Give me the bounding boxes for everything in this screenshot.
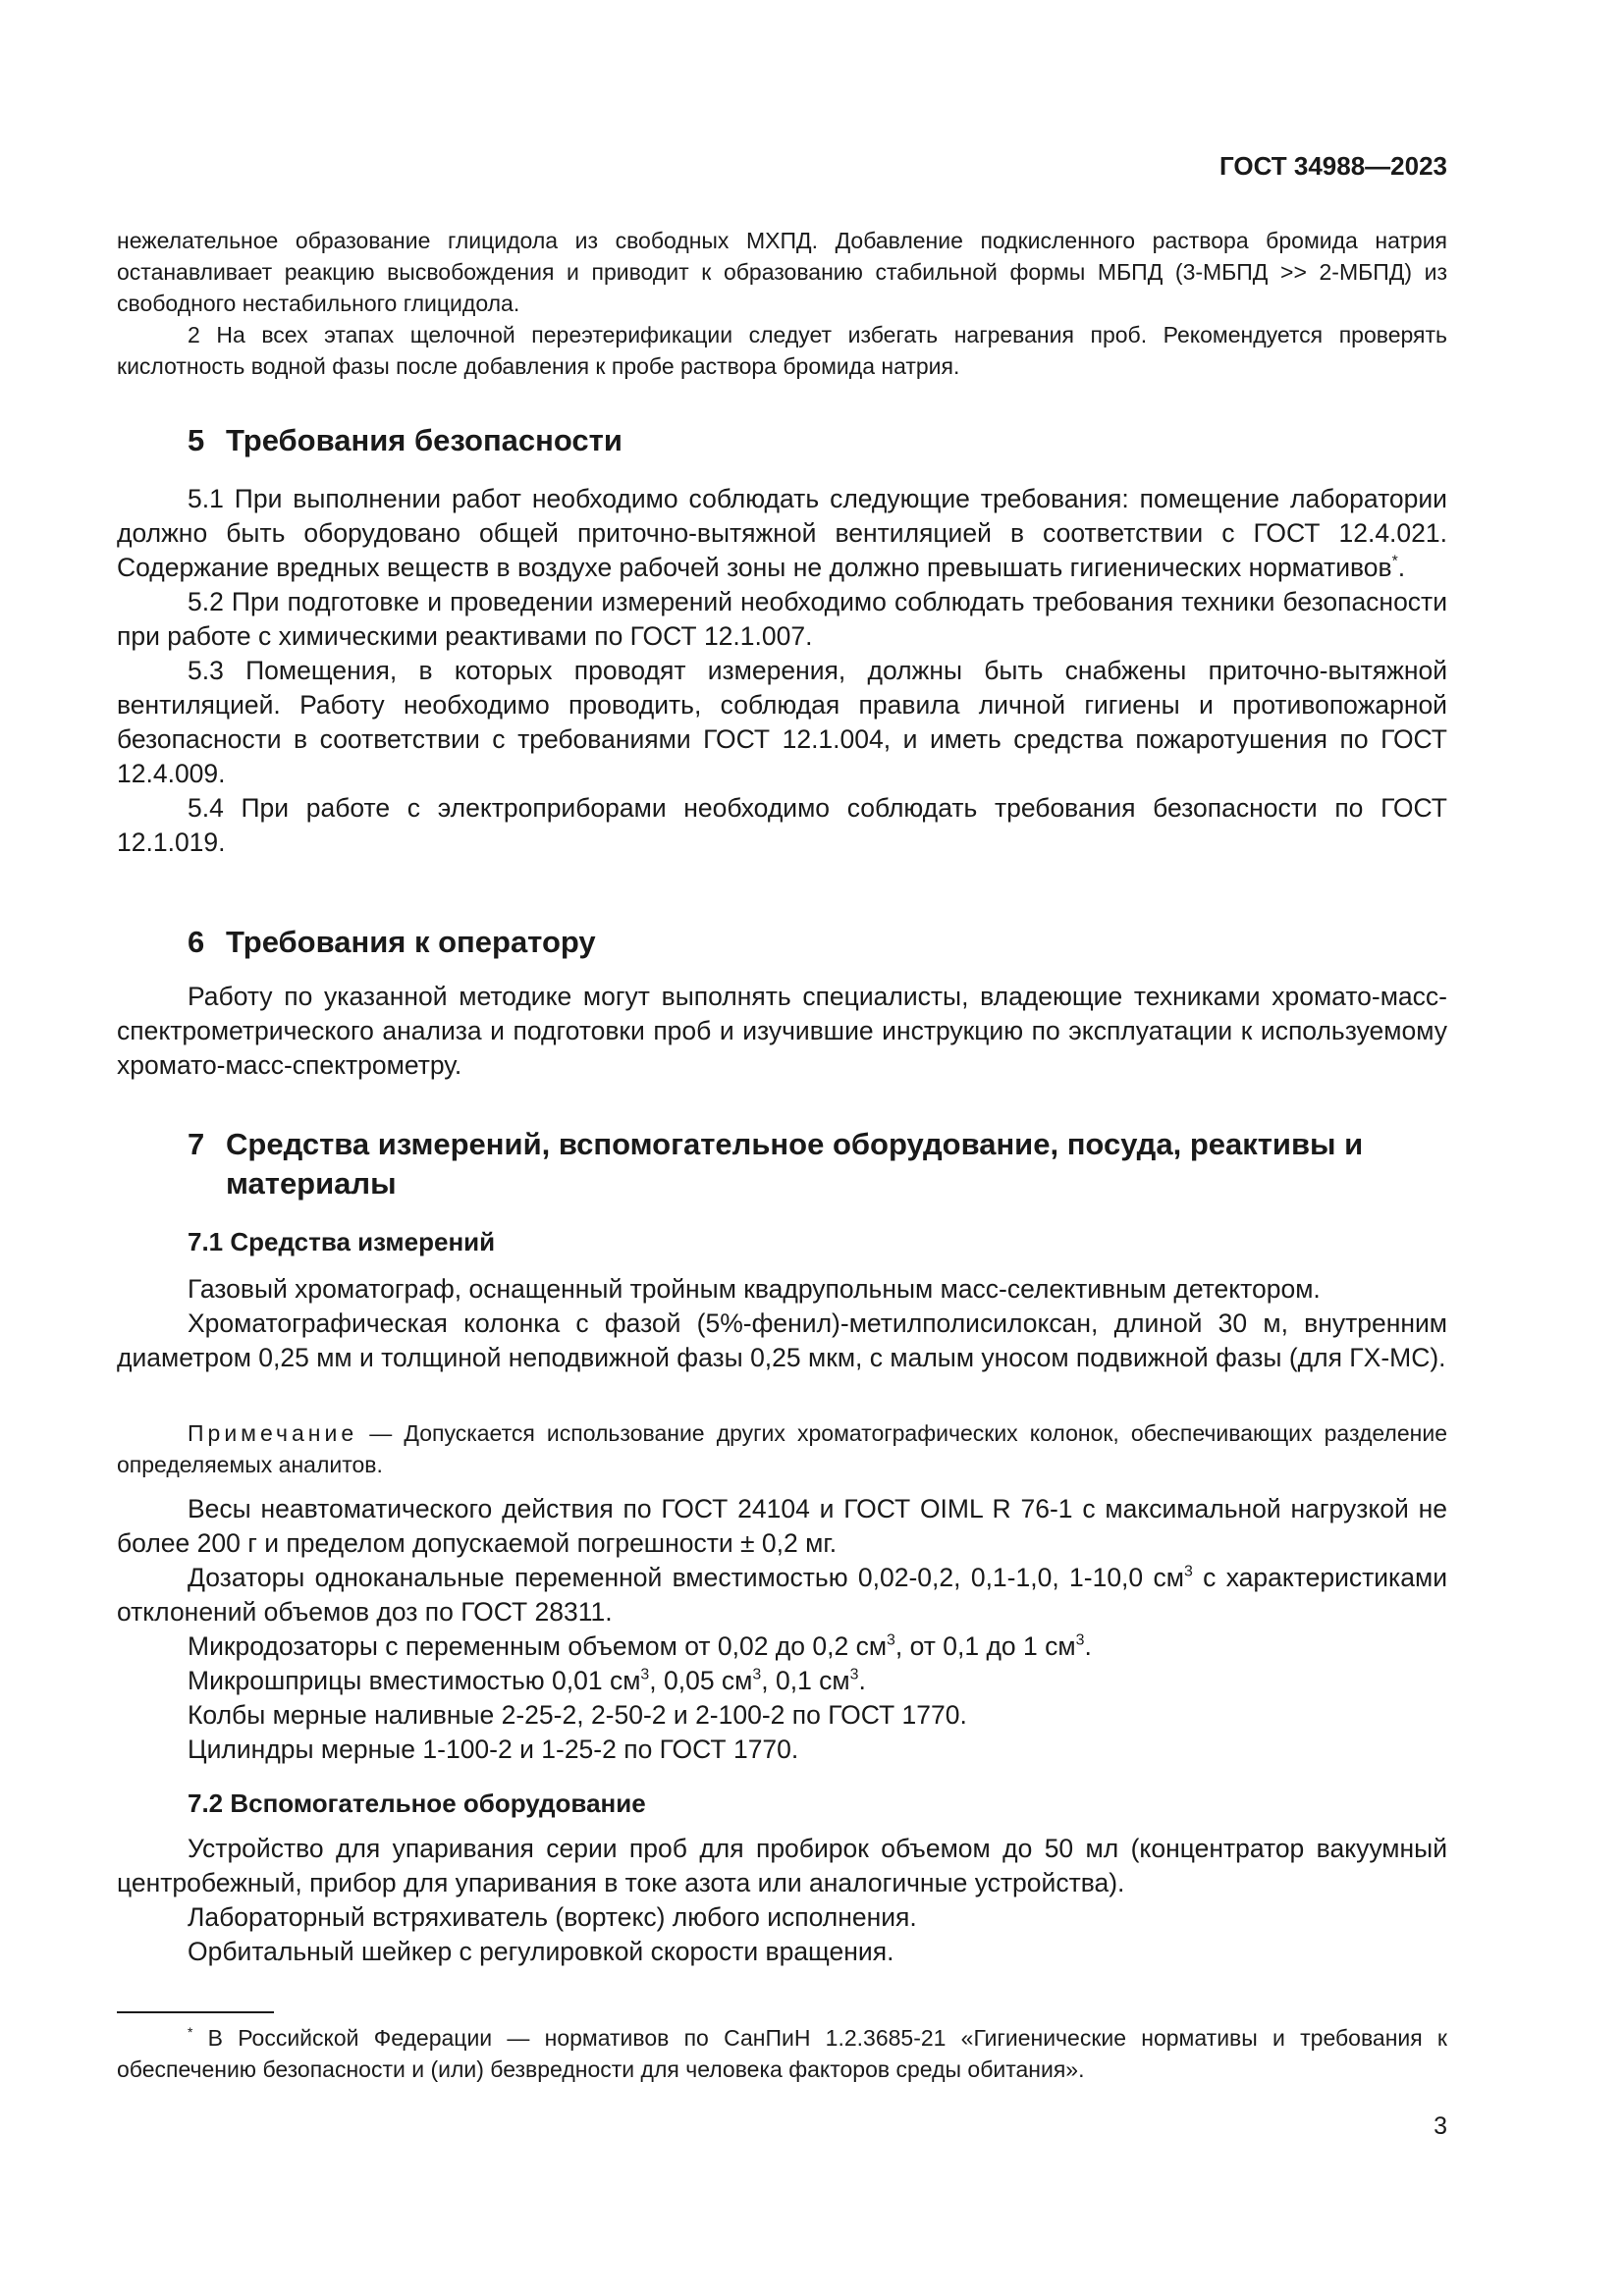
paragraph-shaker: Орбитальный шейкер с регулировкой скорости вращения. xyxy=(188,1937,894,1966)
section-7 xyxy=(117,1125,1447,1203)
paragraph-text: Дозаторы одноканальные переменной вместимостью 0,02-0,2, 0,1-1,0, 1-10,0 см xyxy=(188,1563,1184,1592)
paragraph-vortex: Лабораторный встряхиватель (вортекс) любого исполнения. xyxy=(188,1902,917,1932)
footnote-text xyxy=(117,2022,1447,2085)
page-number: 3 xyxy=(1434,2112,1447,2140)
note-label: Примечание xyxy=(188,1420,358,1446)
paragraph-5-2: 5.2 При подготовке и проведении измерений необходимо соблюдать требования техники безопасности при работе с химическими реактивами по ГОСТ 12.1.007. xyxy=(117,587,1447,651)
paragraph-scales: Весы неавтоматического действия по ГОСТ 24104 и ГОСТ OIML R 76-1 с максимальной нагрузкой не более 200 г и пределом допускаемой погрешности ± 0,2 мг. xyxy=(117,1494,1447,1558)
paragraph-text: Микрошприцы вместимостью 0,01 см xyxy=(188,1666,641,1695)
paragraph-end: . xyxy=(1397,553,1406,582)
section-6-heading xyxy=(117,923,1447,962)
note-paragraph xyxy=(117,1417,1447,1480)
paragraph-text: 5.1 При выполнении работ необходимо соблюдать следующие требования: помещение лаборатории должно быть оборудовано общей приточно-вытяжной вентиляцией в соответствии с ГОСТ 12.4.021. Содержание вредных веществ в воздухе рабочей зоны не должно превышать гигиенических нормативов xyxy=(117,484,1447,582)
paragraph-text: , 0,1 см xyxy=(761,1666,850,1695)
paragraph-text: , 0,05 см xyxy=(649,1666,753,1695)
paragraph-microdispensers xyxy=(117,1629,1447,1664)
paragraph-text: . xyxy=(1084,1631,1092,1661)
superscript: 3 xyxy=(887,1631,895,1649)
section-6-body xyxy=(117,980,1447,1083)
paragraph-text: , от 0,1 до 1 см xyxy=(894,1631,1076,1661)
note-block xyxy=(117,1417,1447,1480)
paragraph-chromatograph: Газовый хроматограф, оснащенный тройным квадрупольным масс-селективным детектором. xyxy=(188,1274,1321,1304)
superscript: 3 xyxy=(752,1666,762,1683)
section-6 xyxy=(117,923,1447,962)
superscript: 3 xyxy=(1183,1563,1193,1580)
intro-continuation: нежелательное образование глицидола из свободных МХПД. Добавление подкисленного раствора бромида натрия останавливает реакцию высвобождения и приводит к образованию стабильной формы МБПД (3-МБПД >> 2-МБПД) из свободного нестабильного глицидола. xyxy=(117,228,1447,316)
section-number: 5 xyxy=(188,423,205,457)
subsection-7-1-body xyxy=(117,1272,1447,1375)
section-number: 7 xyxy=(188,1127,205,1161)
paragraph-5-4: 5.4 При работе с электроприборами необходимо соблюдать требования безопасности по ГОСТ 12.1.019. xyxy=(117,793,1447,857)
section-7-heading xyxy=(117,1125,1447,1203)
section-5 xyxy=(117,421,1447,460)
subsection-7-1-heading-wrap xyxy=(117,1225,1447,1258)
section-5-body xyxy=(117,482,1447,860)
note-text: — Допускается использование других хроматографических колонок, обеспечивающих разделение определяемых аналитов. xyxy=(117,1420,1447,1477)
section-title: Средства измерений, вспомогательное оборудование, посуда, реактивы и материалы xyxy=(226,1127,1364,1201)
intro-note-2: 2 На всех этапах щелочной переэтерификации следует избегать нагревания проб. Рекомендуется проверять кислотность водной фазы после добавления к пробе раствора бромида натрия. xyxy=(117,322,1447,379)
footnote-ref: * xyxy=(1391,553,1398,570)
equipment-list xyxy=(117,1492,1447,1767)
paragraph-5-1 xyxy=(117,482,1447,585)
subsection-7-1-heading: 7.1 Средства измерений xyxy=(188,1227,496,1256)
section-5-heading xyxy=(117,421,1447,460)
footnote-body: В Российской Федерации — нормативов по СанПиН 1.2.3685-21 «Гигиенические нормативы и требования к обеспечению безопасности и (или) безвредности для человека факторов среды обитания». xyxy=(117,2025,1447,2082)
paragraph-flasks: Колбы мерные наливные 2-25-2, 2-50-2 и 2-100-2 по ГОСТ 1770. xyxy=(188,1700,967,1730)
subsection-7-2-heading-wrap xyxy=(117,1787,1447,1820)
intro-block xyxy=(117,225,1447,382)
paragraph-text: Микродозаторы с переменным объемом от 0,02 до 0,2 см xyxy=(188,1631,888,1661)
paragraph-microsyringes xyxy=(117,1664,1447,1698)
standard-header: ГОСТ 34988—2023 xyxy=(1219,151,1447,181)
paragraph-evaporator: Устройство для упаривания серии проб для пробирок объемом до 50 мл (концентратор вакуумный центробежный, прибор для упаривания в токе азота или аналогичные устройства). xyxy=(117,1834,1447,1897)
paragraph-6: Работу по указанной методике могут выполнять специалисты, владеющие техниками хромато-масс-спектрометрического анализа и подготовки проб и изучившие инструкцию по эксплуатации к используемому хромато-масс-спектрометру. xyxy=(117,982,1447,1080)
superscript: 3 xyxy=(849,1666,859,1683)
subsection-7-2-body xyxy=(117,1832,1447,1969)
paragraph-dispensers xyxy=(117,1561,1447,1629)
paragraph-text: с характеристиками отклонений объемов доз по ГОСТ 28311. xyxy=(117,1563,1447,1627)
section-title: Требования к оператору xyxy=(226,925,596,959)
paragraph-column: Хроматографическая колонка с фазой (5%-фенил)-метилполисилоксан, длиной 30 м, внутренним диаметром 0,25 мм и толщиной неподвижной фазы 0,25 мкм, с малым уносом подвижной фазы (для ГХ-МС). xyxy=(117,1308,1447,1372)
paragraph-cylinders: Цилиндры мерные 1-100-2 и 1-25-2 по ГОСТ 1770. xyxy=(188,1735,799,1764)
footnote-rule xyxy=(117,2011,274,2013)
section-title: Требования безопасности xyxy=(226,423,623,457)
section-number: 6 xyxy=(188,925,205,959)
paragraph-5-3: 5.3 Помещения, в которых проводят измерения, должны быть снабжены приточно-вытяжной вентиляцией. Работу необходимо проводить, соблюдая правила личной гигиены и противопожарной безопасности в соответствии с требованиями ГОСТ 12.1.004, и иметь средства пожаротушения по ГОСТ 12.4.009. xyxy=(117,656,1447,788)
paragraph-text: . xyxy=(858,1666,866,1695)
footnote-block xyxy=(117,2022,1447,2085)
subsection-7-2-heading: 7.2 Вспомогательное оборудование xyxy=(188,1789,646,1818)
footnote-mark: * xyxy=(188,2025,193,2041)
superscript: 3 xyxy=(1075,1631,1085,1649)
superscript: 3 xyxy=(640,1666,650,1683)
